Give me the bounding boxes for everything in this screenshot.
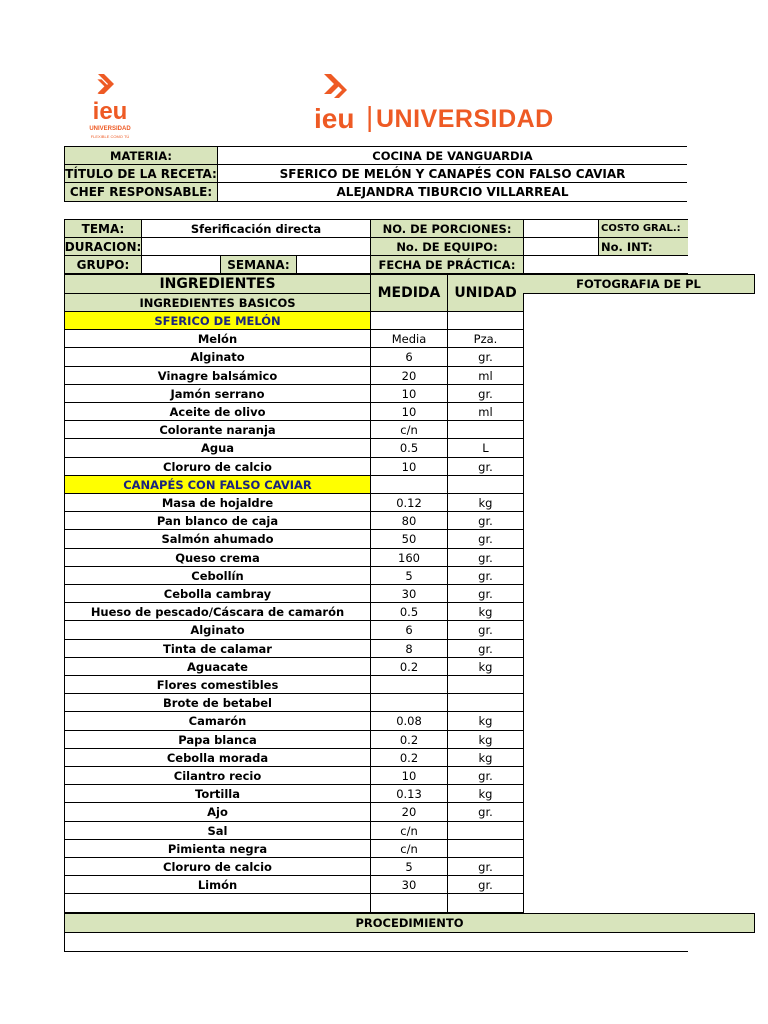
fecha-value[interactable] [523, 255, 688, 274]
ingredient-unidad [447, 311, 524, 330]
ingredient-unidad: gr. [447, 766, 524, 785]
ingredient-medida: 0.2 [370, 730, 448, 749]
materia-label: MATERIA: [64, 146, 218, 165]
ingredient-medida: 10 [370, 402, 448, 421]
ingredient-name: Colorante naranja [64, 420, 371, 439]
ingredient-name: Aguacate [64, 657, 371, 676]
ingredient-medida: c/n [370, 839, 448, 858]
ingredient-medida: c/n [370, 420, 448, 439]
ieu-small-logo [88, 72, 132, 142]
ingredient-name: Limón [64, 875, 371, 894]
ingredient-medida [370, 475, 448, 494]
duracion-value[interactable] [141, 237, 371, 256]
ingredient-name: Camarón [64, 711, 371, 731]
ingredient-unidad: kg [447, 730, 524, 749]
grupo-label: GRUPO: [64, 255, 142, 274]
ingredient-unidad: gr. [447, 548, 524, 567]
fecha-label: FECHA DE PRÁCTICA: [370, 255, 524, 274]
titulo-label: TÍTULO DE LA RECETA: [64, 164, 218, 183]
ingredient-name [64, 893, 371, 913]
ingredient-medida: 80 [370, 511, 448, 530]
foto-header: FOTOGRAFIA DE PL [523, 274, 755, 294]
ingredient-medida: 0.12 [370, 493, 448, 512]
ingredient-medida: 0.13 [370, 784, 448, 803]
ingredient-name: Vinagre balsámico [64, 366, 371, 385]
ingredient-name: Papa blanca [64, 730, 371, 749]
ingredient-unidad: gr. [447, 511, 524, 530]
ingredient-name: Jamón serrano [64, 384, 371, 403]
ingredient-medida: 0.08 [370, 711, 448, 731]
ingredient-medida: 6 [370, 347, 448, 367]
ingredient-unidad: kg [447, 711, 524, 731]
ingredient-medida: 8 [370, 639, 448, 658]
ingredient-unidad: gr. [447, 347, 524, 367]
ingredient-unidad: gr. [447, 857, 524, 876]
ingredient-name: Pan blanco de caja [64, 511, 371, 530]
ingredient-name: Cebolla cambray [64, 584, 371, 603]
ingredient-unidad [447, 893, 524, 913]
noint-label: No. INT: [598, 237, 688, 256]
ingredient-name: Sal [64, 821, 371, 840]
ingredientes-basicos-header: INGREDIENTES BASICOS [64, 293, 371, 312]
ingredient-unidad: gr. [447, 584, 524, 603]
ingredient-medida [370, 693, 448, 712]
ingredient-unidad: kg [447, 784, 524, 803]
ingredient-unidad [447, 420, 524, 439]
grupo-value[interactable] [141, 255, 221, 274]
ingredient-unidad [447, 475, 524, 494]
ingredient-unidad: kg [447, 602, 524, 621]
procedimiento-body[interactable] [64, 932, 688, 952]
ingredient-name: Tinta de calamar [64, 639, 371, 658]
materia-value: COCINA DE VANGUARDIA [217, 146, 687, 165]
ingredient-name: Agua [64, 438, 371, 458]
ingredient-medida: 10 [370, 766, 448, 785]
ingredient-medida: c/n [370, 821, 448, 840]
ingredient-name: Flores comestibles [64, 675, 371, 694]
ingredient-medida: 0.2 [370, 748, 448, 767]
ingredient-medida: 50 [370, 529, 448, 549]
procedimiento-header: PROCEDIMIENTO [64, 913, 755, 933]
small-logo-text: ieu [92, 98, 128, 125]
semana-label: SEMANA: [220, 255, 297, 274]
ingredient-unidad [447, 693, 524, 712]
ingredient-unidad [447, 821, 524, 840]
ingredient-name: Aceite de olivo [64, 402, 371, 421]
ingredient-unidad: gr. [447, 875, 524, 894]
ingredient-unidad: kg [447, 493, 524, 512]
big-logo-ieu: ieu [314, 103, 355, 134]
ingredient-unidad: Pza. [447, 329, 524, 348]
ingredient-medida: 30 [370, 584, 448, 603]
ingredient-name: Cilantro recio [64, 766, 371, 785]
ingredient-name: Cloruro de calcio [64, 457, 371, 476]
ingredient-medida [370, 675, 448, 694]
small-logo-sub: UNIVERSIDAD [89, 126, 131, 132]
big-logo-separator: | [366, 101, 374, 132]
medida-header: MEDIDA [370, 274, 448, 312]
ingredient-unidad: gr. [447, 639, 524, 658]
ingredient-unidad: gr. [447, 566, 524, 585]
equipo-label: No. DE EQUIPO: [370, 237, 524, 256]
unidad-header: UNIDAD [447, 274, 524, 312]
ingredient-unidad: gr. [447, 529, 524, 549]
tema-label: TEMA: [64, 219, 142, 238]
ingredient-unidad: ml [447, 366, 524, 385]
ingredient-unidad: L [447, 438, 524, 458]
ingredient-medida [370, 893, 448, 913]
big-logo-universidad: UNIVERSIDAD [376, 105, 554, 133]
ingredient-unidad [447, 675, 524, 694]
ingredient-medida [370, 311, 448, 330]
ingredientes-header: INGREDIENTES [64, 274, 371, 294]
ingredient-medida: 30 [370, 875, 448, 894]
section-title: SFERICO DE MELÓN [64, 311, 371, 330]
ingredient-medida: 20 [370, 802, 448, 822]
ingredient-unidad: gr. [447, 802, 524, 822]
ingredient-medida: 0.5 [370, 438, 448, 458]
ingredient-unidad: kg [447, 748, 524, 767]
ingredient-name: Masa de hojaldre [64, 493, 371, 512]
duracion-label: DURACION: [64, 237, 142, 256]
ingredient-medida: 10 [370, 457, 448, 476]
ingredient-name: Cloruro de calcio [64, 857, 371, 876]
ingredient-medida: 20 [370, 366, 448, 385]
porciones-label: NO. DE PORCIONES: [370, 219, 524, 238]
tema-value: Sferificación directa [141, 219, 371, 238]
small-logo-tagline: FLEXIBLE COMO TÚ [90, 134, 130, 139]
ingredient-name: Cebollín [64, 566, 371, 585]
equipo-value[interactable] [523, 237, 599, 256]
ingredient-name: Salmón ahumado [64, 529, 371, 549]
ingredient-medida: 0.2 [370, 657, 448, 676]
ingredient-name: Alginato [64, 347, 371, 367]
ingredient-name: Cebolla morada [64, 748, 371, 767]
ingredient-medida: 5 [370, 857, 448, 876]
chef-value: ALEJANDRA TIBURCIO VILLARREAL [217, 182, 687, 202]
ingredient-medida: 5 [370, 566, 448, 585]
ingredient-name: Tortilla [64, 784, 371, 803]
ingredient-unidad: gr. [447, 384, 524, 403]
ingredient-unidad: kg [447, 657, 524, 676]
ingredient-unidad: gr. [447, 457, 524, 476]
costo-label: COSTO GRAL.: [598, 219, 688, 238]
ingredient-medida: 10 [370, 384, 448, 403]
chef-label: CHEF RESPONSABLE: [64, 182, 218, 202]
ieu-universidad-logo [314, 72, 564, 138]
ingredient-name: Ajo [64, 802, 371, 822]
semana-value[interactable] [296, 255, 371, 274]
section-title: CANAPÉS CON FALSO CAVIAR [64, 475, 371, 494]
ingredient-name: Brote de betabel [64, 693, 371, 712]
ingredient-name: Alginato [64, 620, 371, 640]
ingredient-unidad: ml [447, 402, 524, 421]
ingredient-medida: 160 [370, 548, 448, 567]
ingredient-name: Pimienta negra [64, 839, 371, 858]
ingredient-unidad: gr. [447, 620, 524, 640]
ingredient-medida: 6 [370, 620, 448, 640]
ingredient-unidad [447, 839, 524, 858]
ingredient-medida: 0.5 [370, 602, 448, 621]
ingredient-name: Queso crema [64, 548, 371, 567]
ingredient-medida: Media [370, 329, 448, 348]
titulo-value: SFERICO DE MELÓN Y CANAPÉS CON FALSO CAVIAR [217, 164, 687, 183]
ingredient-name: Melón [64, 329, 371, 348]
ingredient-name: Hueso de pescado/Cáscara de camarón [64, 602, 371, 621]
porciones-value[interactable] [523, 219, 599, 238]
